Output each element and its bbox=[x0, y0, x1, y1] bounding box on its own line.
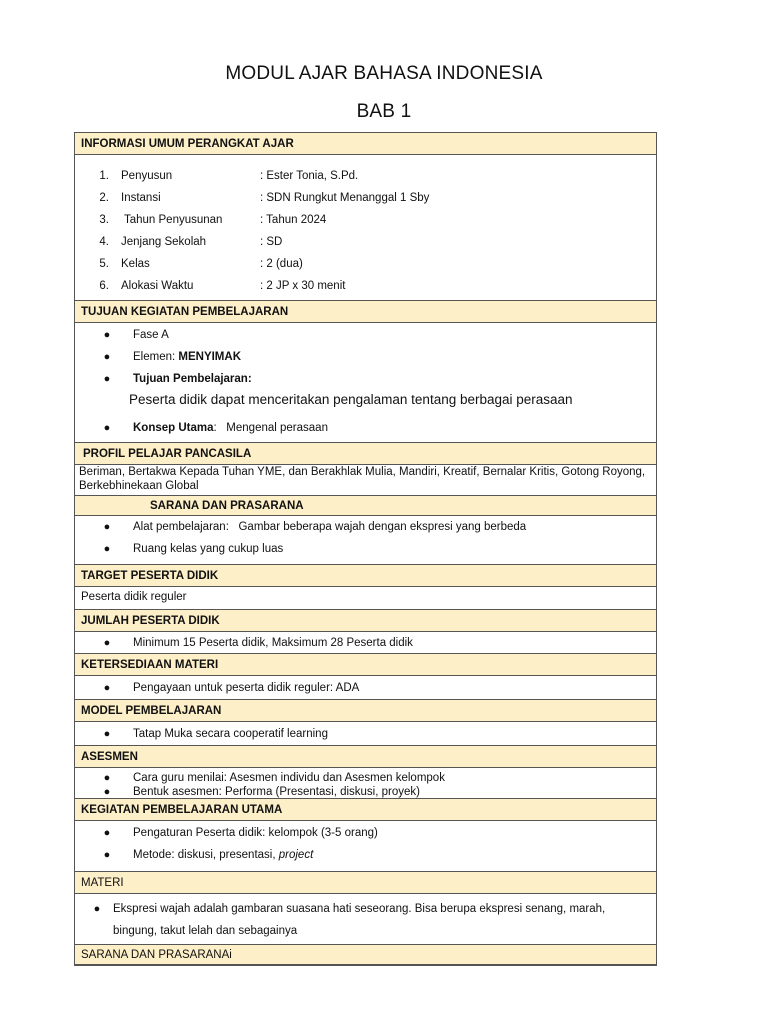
info-key: Alokasi Waktu bbox=[121, 280, 194, 292]
profil-text: Beriman, Bertakwa Kepada Tuhan YME, dan Berakhlak Mulia, Mandiri, Kreatif, Bernalar Kritis, Gotong Royong, Berkebhinekaan Global bbox=[79, 466, 646, 492]
info-key: Penyusun bbox=[121, 170, 173, 182]
section-header-asesmen: ASESMEN bbox=[75, 745, 656, 768]
info-key: Kelas bbox=[121, 258, 150, 270]
asesmen-item: Bentuk asesmen: Performa (Presentasi, diskusi, proyek) bbox=[133, 786, 420, 798]
sarana-item: Alat pembelajaran: Gambar beberapa wajah dengan ekspresi yang berbeda bbox=[133, 521, 527, 533]
info-value: : 2 JP x 30 menit bbox=[260, 280, 346, 292]
list-item bbox=[81, 324, 650, 346]
list-item bbox=[81, 722, 650, 745]
info-number: 5. bbox=[99, 258, 109, 270]
sarana-item: Ruang kelas yang cukup luas bbox=[133, 543, 284, 555]
info-row bbox=[81, 231, 650, 253]
bullet-icon: ● bbox=[103, 373, 111, 385]
tujuan-content bbox=[75, 323, 656, 442]
list-item bbox=[81, 898, 650, 942]
bullet-icon: ● bbox=[103, 351, 111, 363]
list-item bbox=[81, 844, 650, 866]
jumlah-item: Minimum 15 Peserta didik, Maksimum 28 Peserta didik bbox=[133, 636, 413, 649]
info-key: Instansi bbox=[121, 192, 161, 204]
list-item bbox=[81, 771, 650, 785]
elemen-value: MENYIMAK bbox=[178, 351, 242, 363]
info-number: 4. bbox=[99, 236, 109, 248]
section-header-profil: PROFIL PELAJAR PANCASILA bbox=[75, 442, 656, 465]
section-header-kegiatan: KEGIATAN PEMBELAJARAN UTAMA bbox=[75, 798, 656, 821]
document-subtitle: BAB 1 bbox=[356, 101, 412, 122]
list-item bbox=[81, 368, 650, 390]
info-number: 3. bbox=[99, 214, 109, 226]
section-header-info: INFORMASI UMUM PERANGKAT AJAR bbox=[75, 132, 656, 155]
konsep-value: : Mengenal perasaan bbox=[213, 422, 328, 434]
kegiatan-content bbox=[75, 821, 656, 871]
konsep-text bbox=[133, 422, 650, 434]
kegiatan-item: Pengaturan Peserta didik: kelompok (3-5 orang) bbox=[133, 827, 378, 839]
list-item bbox=[81, 346, 650, 368]
info-row bbox=[81, 209, 650, 231]
bullet-icon: ● bbox=[103, 543, 111, 555]
section-header-sarana-2: SARANA DAN PRASARANAi bbox=[75, 944, 656, 965]
konsep-label: Konsep Utama bbox=[133, 422, 214, 434]
target-text: Peserta didik reguler bbox=[81, 591, 187, 603]
model-item: Tatap Muka secara cooperatif learning bbox=[133, 727, 328, 740]
kegiatan-item bbox=[133, 849, 650, 861]
info-number: 1. bbox=[99, 170, 109, 182]
section-header-materi: MATERI bbox=[75, 871, 656, 894]
kegiatan-item-prefix: Metode: diskusi, presentasi, bbox=[133, 849, 279, 861]
list-item bbox=[81, 822, 650, 844]
list-item bbox=[81, 676, 650, 699]
document-title: MODUL AJAR BAHASA INDONESIA bbox=[225, 63, 543, 84]
list-item bbox=[81, 516, 650, 538]
bullet-icon: ● bbox=[93, 903, 101, 915]
materi-item: Ekspresi wajah adalah gambaran suasana hati seseorang. Bisa berupa ekspresi senang, marah, bingung, takut lelah dan sebagainya bbox=[113, 903, 606, 937]
sarana-content bbox=[75, 516, 656, 564]
elemen-label: Elemen: bbox=[133, 351, 179, 363]
list-item bbox=[81, 632, 650, 653]
info-list bbox=[75, 155, 656, 300]
module-table bbox=[74, 132, 657, 966]
bullet-icon: ● bbox=[103, 727, 111, 740]
section-header-target: TARGET PESERTA DIDIK bbox=[75, 564, 656, 587]
ketersediaan-content bbox=[75, 676, 656, 699]
bullet-icon: ● bbox=[103, 772, 111, 784]
elemen-text bbox=[133, 351, 650, 363]
kegiatan-item-italic: project bbox=[278, 849, 314, 861]
info-value: : SD bbox=[260, 236, 283, 248]
info-key: Jenjang Sekolah bbox=[121, 236, 207, 248]
section-header-tujuan: TUJUAN KEGIATAN PEMBELAJARAN bbox=[75, 300, 656, 323]
section-header-model: MODEL PEMBELAJARAN bbox=[75, 699, 656, 722]
info-value: : 2 (dua) bbox=[260, 258, 303, 270]
bullet-icon: ● bbox=[103, 636, 111, 649]
info-row bbox=[81, 187, 650, 209]
info-value: : Tahun 2024 bbox=[260, 214, 327, 226]
asesmen-item: Cara guru menilai: Asesmen individu dan Asesmen kelompok bbox=[133, 772, 445, 784]
tujuan-pembelajaran-text: Peserta didik dapat menceritakan pengalaman tentang berbagai perasaan bbox=[129, 392, 573, 407]
tujuan-pembelajaran-label: Tujuan Pembelajaran: bbox=[133, 373, 252, 385]
info-row bbox=[81, 275, 650, 297]
info-number: 2. bbox=[99, 192, 109, 204]
model-content bbox=[75, 722, 656, 745]
info-value: : Ester Tonia, S.Pd. bbox=[260, 170, 359, 182]
list-item bbox=[81, 785, 650, 799]
bullet-icon: ● bbox=[103, 521, 111, 533]
list-item bbox=[81, 418, 650, 438]
bullet-icon: ● bbox=[103, 329, 111, 341]
bullet-icon: ● bbox=[103, 681, 111, 694]
info-key: Tahun Penyusunan bbox=[121, 214, 223, 226]
ketersediaan-item: Pengayaan untuk peserta didik reguler: ADA bbox=[133, 681, 360, 694]
info-row bbox=[81, 253, 650, 275]
bullet-icon: ● bbox=[103, 827, 111, 839]
section-header-jumlah: JUMLAH PESERTA DIDIK bbox=[75, 609, 656, 632]
section-header-sarana: SARANA DAN PRASARANA bbox=[75, 495, 656, 516]
list-item bbox=[81, 538, 650, 560]
info-row bbox=[81, 165, 650, 187]
bullet-icon: ● bbox=[103, 849, 111, 861]
info-value: : SDN Rungkut Menanggal 1 Sby bbox=[260, 192, 430, 204]
section-header-ketersediaan: KETERSEDIAAN MATERI bbox=[75, 653, 656, 676]
fase-text: Fase A bbox=[133, 329, 169, 341]
asesmen-content bbox=[75, 768, 656, 798]
materi-content bbox=[75, 894, 656, 944]
bullet-icon: ● bbox=[103, 786, 111, 798]
bullet-icon: ● bbox=[103, 422, 111, 434]
info-number: 6. bbox=[99, 280, 109, 292]
jumlah-content bbox=[75, 632, 656, 653]
